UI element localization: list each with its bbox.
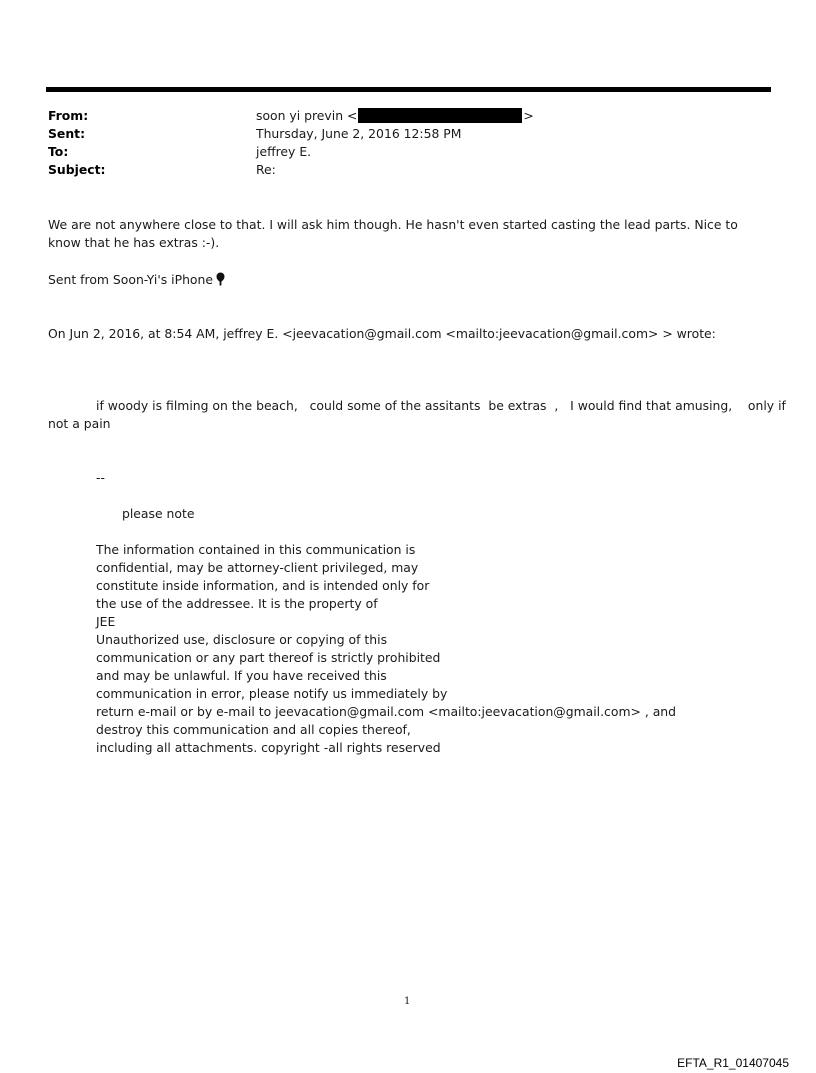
to-value: jeffrey E. bbox=[256, 144, 312, 159]
signature-line bbox=[48, 271, 225, 289]
subject-value: Re: bbox=[256, 162, 276, 177]
balloon-pin-icon bbox=[216, 272, 225, 286]
please-note: please note bbox=[122, 506, 195, 521]
disclaimer-line: the use of the addressee. It is the property of bbox=[96, 596, 378, 611]
reply-text: We are not anywhere close to that. I will ask him though. He hasn't even started casting the lead parts. Nice to know that he has extras :-). bbox=[48, 217, 738, 250]
quoted-message-line1: if woody is filming on the beach, could some of the assitants be extras , I would find that amusing, only if bbox=[96, 398, 786, 413]
redaction-box bbox=[358, 108, 522, 123]
from-name: soon yi previn < bbox=[256, 108, 358, 123]
disclaimer-line: return e-mail or by e-mail to jeevacation@gmail.com <mailto:jeevacation@gmail.com> , and bbox=[96, 704, 677, 719]
disclaimer-line: including all attachments. copyright -all rights reserved bbox=[96, 740, 441, 755]
bates-number: EFTA_R1_01407045 bbox=[677, 1056, 789, 1070]
disclaimer-line: destroy this communication and all copies thereof, bbox=[96, 722, 411, 737]
quote-intro: On Jun 2, 2016, at 8:54 AM, jeffrey E. <jeevacation@gmail.com <mailto:jeevacation@gmail.com> > wrote: bbox=[48, 326, 716, 341]
disclaimer-line: communication or any part thereof is strictly prohibited bbox=[96, 650, 441, 665]
from-label: From: bbox=[48, 108, 89, 123]
subject-label: Subject: bbox=[48, 162, 106, 177]
sent-label: Sent: bbox=[48, 126, 86, 141]
disclaimer-line: confidential, may be attorney-client privileged, may bbox=[96, 560, 419, 575]
disclaimer-line: Unauthorized use, disclosure or copying of this bbox=[96, 632, 388, 647]
header-divider bbox=[46, 87, 771, 92]
disclaimer-line: and may be unlawful. If you have received this bbox=[96, 668, 387, 683]
quoted-message-line2: not a pain bbox=[48, 416, 111, 431]
disclaimer-line: communication in error, please notify us immediately by bbox=[96, 686, 448, 701]
signature-separator: -- bbox=[96, 470, 105, 485]
disclaimer-line: The information contained in this communication is bbox=[96, 542, 416, 557]
disclaimer-line: JEE bbox=[96, 614, 116, 629]
from-value bbox=[256, 107, 534, 125]
page-number: 1 bbox=[404, 996, 411, 1007]
signature-text: Sent from Soon-Yi's iPhone bbox=[48, 272, 213, 287]
to-label: To: bbox=[48, 144, 69, 159]
sent-value: Thursday, June 2, 2016 12:58 PM bbox=[256, 126, 462, 141]
disclaimer-line: constitute inside information, and is intended only for bbox=[96, 578, 430, 593]
from-after: > bbox=[523, 108, 534, 123]
